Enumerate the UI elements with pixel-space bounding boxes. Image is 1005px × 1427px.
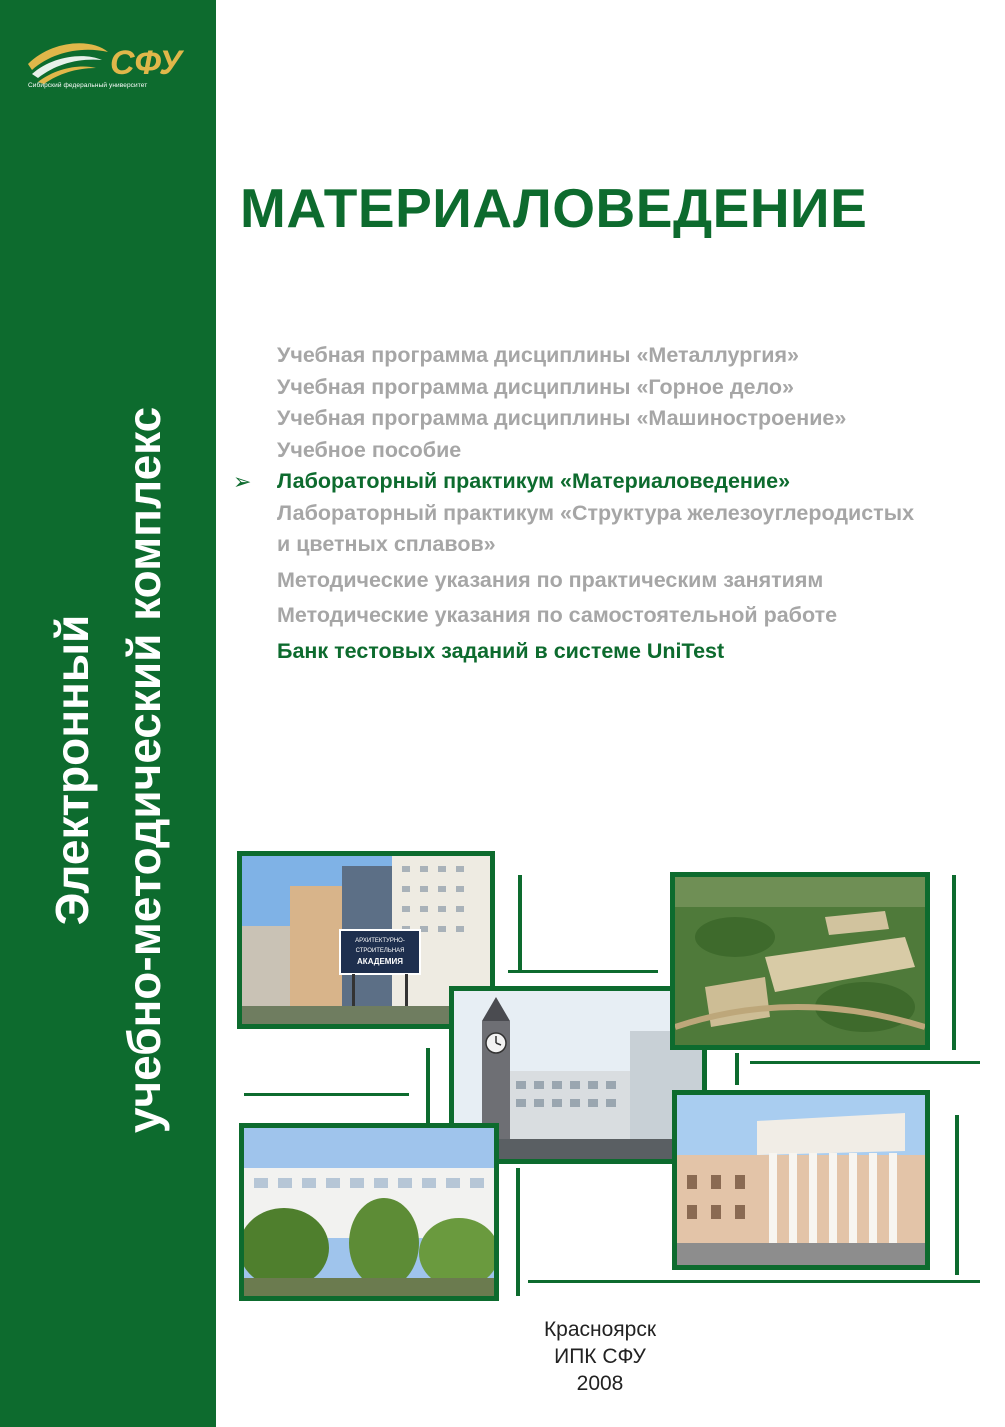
deco-line — [528, 1280, 980, 1283]
deco-line — [735, 1053, 739, 1085]
toc-item-label: Лабораторный практикум «Материаловедение» — [277, 469, 791, 493]
deco-line — [955, 1115, 959, 1275]
imprint-publisher: ИПК СФУ — [554, 1345, 646, 1368]
deco-line — [952, 875, 956, 1050]
imprint — [500, 1316, 700, 1397]
photo-white-building — [239, 1123, 499, 1301]
toc-item-lab-alloys-cont[interactable]: и цветных сплавов» — [277, 532, 496, 556]
photo-aerial-campus — [670, 872, 930, 1050]
toc-item-mechanical-engineering[interactable]: Учебная программа дисциплины «Машиностроение» — [277, 406, 847, 430]
svg-text:АРХИТЕКТУРНО-: АРХИТЕКТУРНО- — [355, 938, 405, 944]
logo-text: СФУ — [110, 44, 182, 82]
deco-line — [508, 970, 658, 973]
imprint-city: Красноярск — [543, 1318, 657, 1341]
logo-caption: Сибирский федеральный университет — [28, 82, 148, 89]
svg-text:АКАДЕМИЯ: АКАДЕМИЯ — [357, 957, 403, 966]
sfu-logo-icon — [22, 30, 194, 100]
deco-line — [516, 1168, 520, 1296]
sidebar — [0, 0, 216, 1427]
toc-list — [233, 340, 977, 667]
photo-columns-building — [672, 1090, 930, 1270]
toc-item-lab-alloys[interactable]: Лабораторный практикум «Структура железоуглеродистых — [277, 500, 915, 525]
vertical-title — [36, 407, 180, 1133]
deco-line — [244, 1093, 409, 1096]
arrow-right-icon: ➢ — [233, 469, 252, 494]
toc-item-metallurgy[interactable]: Учебная программа дисциплины «Металлургия» — [277, 343, 800, 367]
vertical-title-line-1: Электронный — [46, 614, 98, 926]
deco-line — [518, 875, 522, 970]
page-title: МАТЕРИАЛОВЕДЕНИЕ — [240, 177, 868, 239]
deco-line — [750, 1061, 980, 1064]
toc-item-test-bank[interactable]: Банк тестовых заданий в системе UniTest — [277, 638, 725, 663]
toc-item-lab-materials[interactable] — [233, 466, 977, 498]
toc-item-textbook[interactable]: Учебное пособие — [277, 437, 462, 462]
deco-line — [426, 1048, 430, 1133]
toc-item-mining[interactable]: Учебная программа дисциплины «Горное дело» — [277, 374, 794, 399]
toc-item-practical-guide[interactable]: Методические указания по практическим занятиям — [277, 567, 824, 592]
imprint-year: 2008 — [576, 1372, 624, 1395]
toc-item-selfstudy-guide[interactable]: Методические указания по самостоятельной работе — [277, 603, 838, 627]
svg-text:СТРОИТЕЛЬНАЯ: СТРОИТЕЛЬНАЯ — [355, 948, 405, 954]
vertical-title-line-2: учебно-методический комплекс — [118, 406, 170, 1134]
